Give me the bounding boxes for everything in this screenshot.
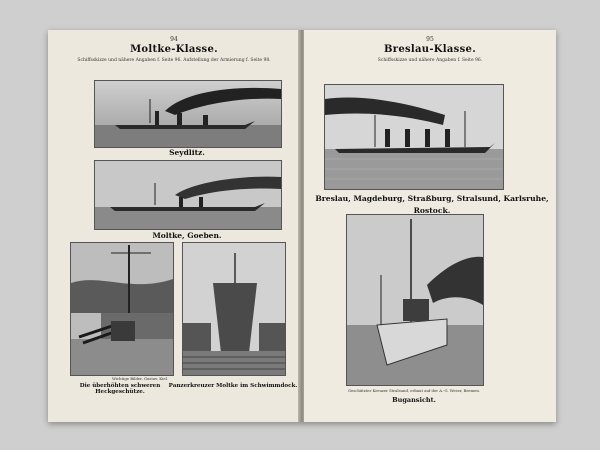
left-page-title: Moltke-Klasse. [130, 44, 218, 55]
photo-breslau [324, 84, 504, 190]
right-page-title: Breslau-Klasse. [384, 44, 476, 55]
right-page-number: 95 [426, 36, 434, 43]
caption-drydock: Panzerkreuzer Moltke im Schwimmdock. [168, 383, 298, 389]
caption-heavy-guns: Die überhöhten schweren Heckgeschütze. [79, 383, 161, 395]
right-page-subtitle: Schiffsskizze und nähere Angaben f. Seite 96. [377, 58, 483, 63]
left-page-number: 94 [170, 36, 178, 43]
caption-breslau-line2: Rostock. [413, 206, 451, 215]
right-page [304, 30, 556, 422]
photo-moltke-goeben [94, 160, 282, 230]
photo-stralsund [346, 214, 484, 386]
left-page [48, 30, 300, 422]
caption-seydlitz: Seydlitz. [169, 148, 205, 157]
caption-breslau-line1: Breslau, Magdeburg, Straßburg, Stralsund, Karlsruhe, [315, 194, 549, 203]
photo-drydock [182, 242, 286, 376]
caption-guns-credit: Wichtige Bilder, Gustav, Kiel. [112, 376, 168, 381]
caption-stralsund-note: Geschützter Kreuzer Stralsund, erbaut auf der A.-G. Weser, Bremen. [348, 388, 480, 393]
left-page-subtitle: Schiffsskizze und nähere Angaben f. Seite 96. Aufstellung der Armierung f. Seite 98. [77, 58, 271, 63]
caption-moltke-goeben: Moltke, Goeben. [152, 231, 222, 240]
open-book-spread [48, 30, 556, 422]
photo-heavy-guns [70, 242, 174, 376]
caption-stralsund: Bugansicht. [392, 396, 436, 404]
photo-seydlitz [94, 80, 282, 148]
